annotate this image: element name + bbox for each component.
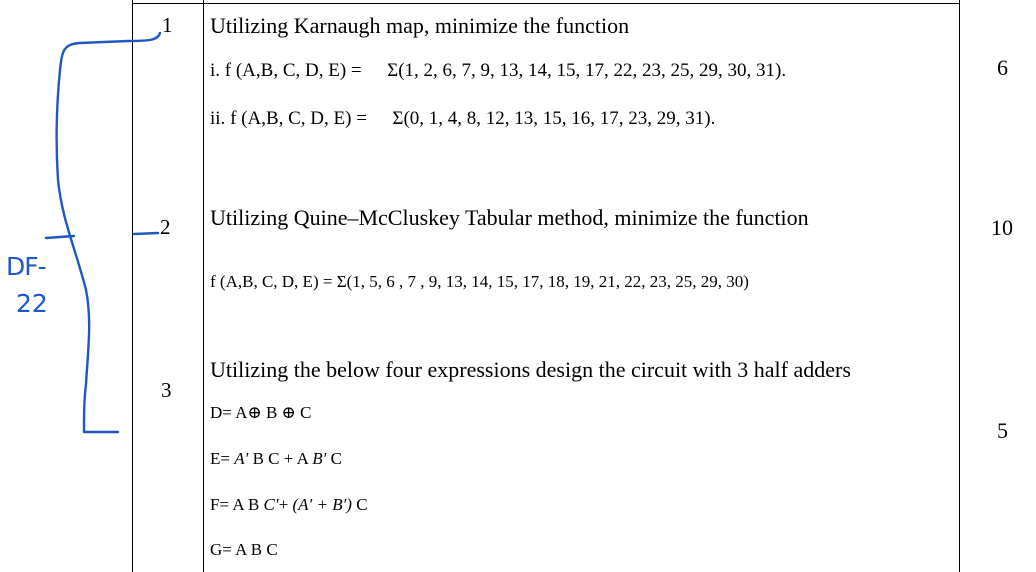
expression-d-mid: B	[261, 403, 282, 422]
expression-d	[210, 403, 311, 423]
question-2-marks: 10	[991, 215, 1013, 240]
expression-e-tail: C	[326, 449, 342, 468]
question-1-heading: Utilizing Karnaugh map, minimize the function	[210, 13, 630, 38]
xor-symbol: ⊕	[281, 403, 296, 422]
question-1-part-i	[210, 60, 786, 82]
part-i-prefix: i.	[210, 60, 221, 81]
q2-lhs: f (A,B, C, D, E) =	[210, 272, 333, 291]
question-1-marks: 6	[997, 55, 1008, 80]
bracket-tick-right	[134, 233, 158, 234]
expression-e-mid: B C + A	[248, 449, 313, 468]
bracket-tick-left	[46, 236, 74, 238]
part-i-terms: (1, 2, 6, 7, 9, 13, 14, 15, 17, 22, 23, 25, 29, 30, 31).	[398, 60, 787, 81]
prime-group: (A′ + B′)	[292, 495, 352, 514]
expression-d-lhs: D= A	[210, 403, 248, 422]
q2-sigma: Σ	[336, 272, 347, 291]
q2-terms: (1, 5, 6 , 7 , 9, 13, 14, 15, 17, 18, 19, 21, 22, 23, 25, 29, 30)	[346, 272, 749, 291]
xor-symbol: ⊕	[247, 403, 262, 422]
table-column-divider	[203, 0, 204, 572]
question-1-part-ii	[210, 108, 715, 130]
handwritten-note-line2: 22	[16, 289, 48, 318]
table-top-border	[132, 3, 960, 4]
part-i-sigma: Σ	[387, 60, 399, 81]
expression-e-lhs: E=	[210, 449, 235, 468]
table-marks-divider	[959, 0, 960, 572]
question-3-marks: 5	[997, 418, 1008, 443]
part-ii-sigma: Σ	[392, 108, 404, 129]
question-2-number: 2	[160, 215, 171, 239]
table-left-border	[132, 0, 133, 572]
part-ii-prefix: ii.	[210, 108, 226, 129]
bracket-top-stroke	[57, 33, 160, 432]
part-i-lhs: f (A,B, C, D, E) =	[224, 60, 362, 81]
b-prime: B′	[312, 449, 327, 468]
expression-g: G= A B C	[210, 540, 278, 559]
question-2-expression	[210, 272, 749, 292]
expression-f	[210, 495, 368, 515]
expression-e	[210, 449, 342, 469]
a-prime: A′	[234, 449, 249, 468]
expression-f-tail: C	[351, 495, 368, 514]
handwritten-note-line1: DF-	[6, 252, 46, 281]
part-ii-terms: (0, 1, 4, 8, 12, 13, 15, 16, 17, 23, 29, 31).	[403, 108, 716, 129]
question-1-number: 1	[162, 13, 173, 37]
expression-d-tail: C	[295, 403, 312, 422]
part-ii-lhs: f (A,B, C, D, E) =	[230, 108, 367, 129]
question-3-heading: Utilizing the below four expressions design the circuit with 3 half adders	[210, 357, 851, 382]
expression-f-lhs: F= A B	[210, 495, 264, 514]
expression-f-mid: +	[278, 495, 293, 514]
question-3-number: 3	[161, 378, 172, 402]
c-prime: C′	[263, 495, 279, 514]
question-2-heading: Utilizing Quine–McCluskey Tabular method, minimize the function	[210, 205, 809, 230]
